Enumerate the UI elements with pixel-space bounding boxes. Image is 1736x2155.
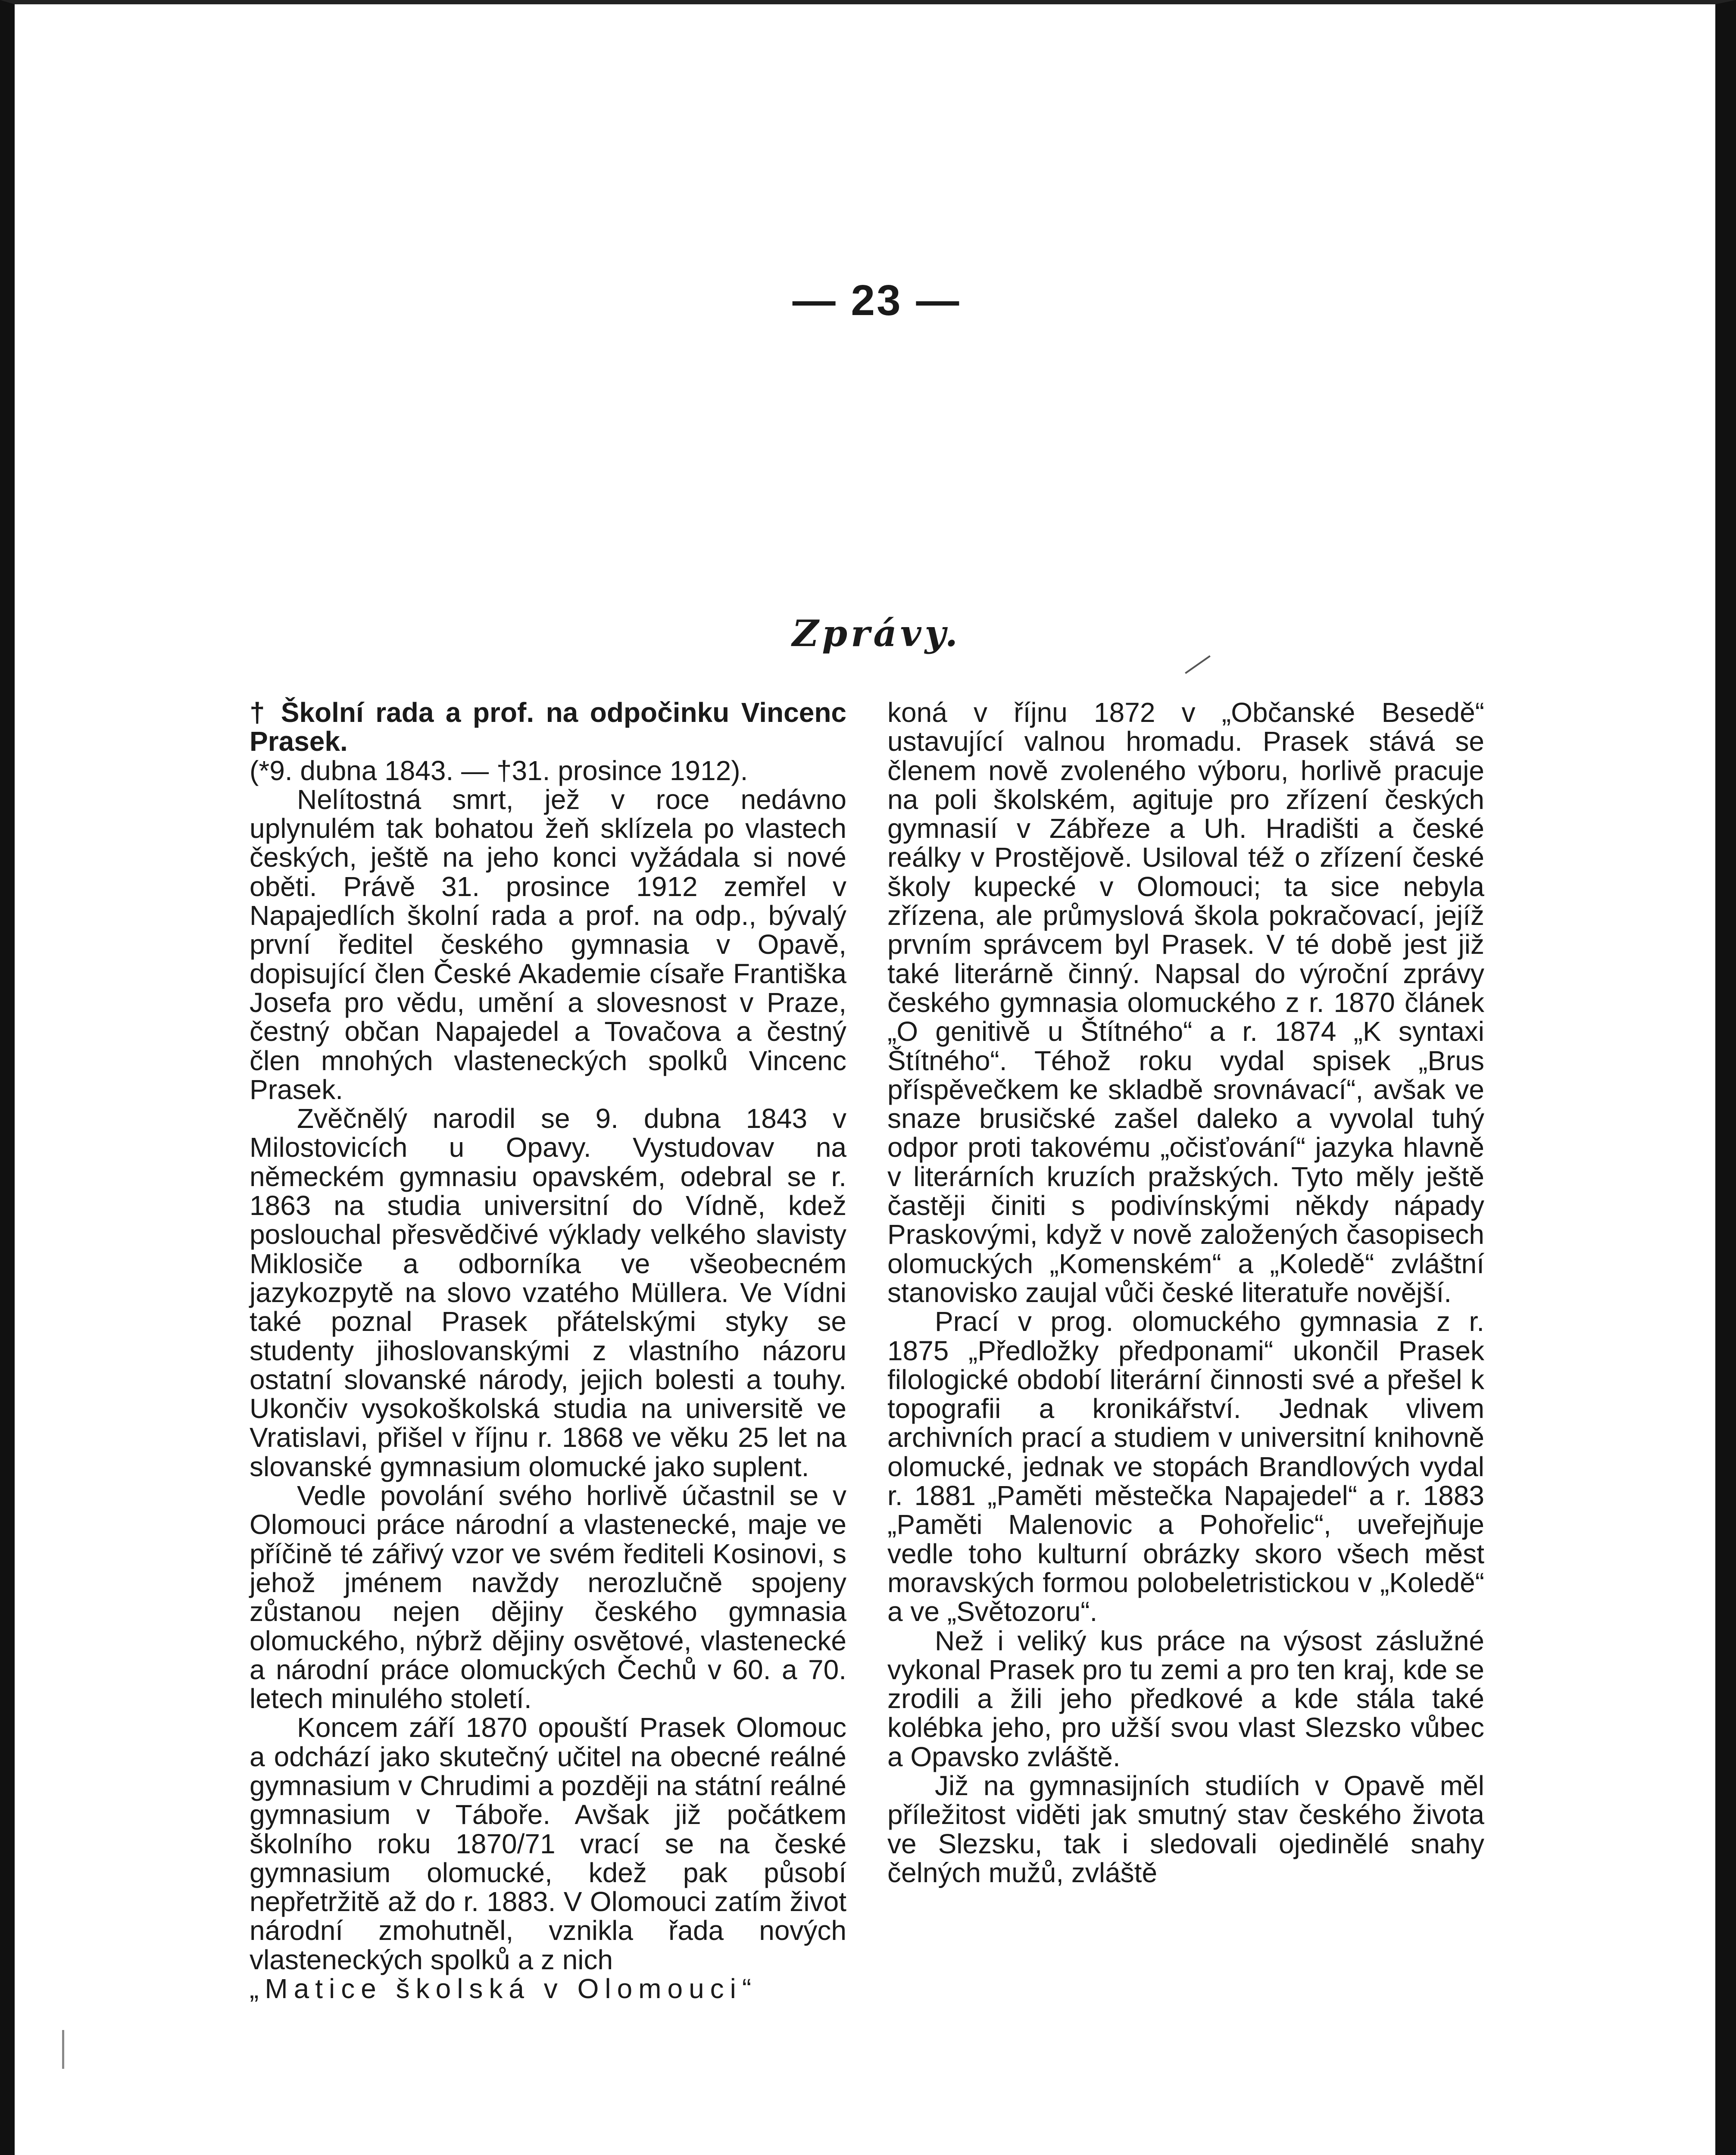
paragraph-final-line: „Matice školská v Olomouci“: [250, 1973, 758, 2005]
paragraph: Koncem září 1870 opouští Prasek Olomouc a odchází jako skutečný učitel na obecné reálné gymnasium v Chrudimi a později na státní reálné gymnasium v Táboře. Avšak již počátkem školního roku 1870/71 vrací se na české gymnasium olomucké, kdež pak působí nepřetržitě až do r. 1883. V Olomouci zatím život národní zmohutněl, vznikla řada nových vlasteneckých spolků a z nich: [250, 1712, 846, 1975]
article-dates: (*9. dubna 1843. — †31. prosince 1912).: [250, 755, 748, 786]
heading-ornament: [1185, 655, 1211, 674]
page-number: — 23 —: [792, 276, 961, 325]
section-heading: Zprávy.: [792, 612, 961, 655]
paragraph: koná v říjnu 1872 v „Občanské Besedě“ ustavující valnou hromadu. Prasek stává se členem nově zvoleného výboru, horlivě pracuje na poli školském, agituje pro zřízení českých gymnasií v Zábřeze a Uh. Hradišti a české reálky v Prostějově. Usiloval též o zřízení české školy kupecké v Olomouci; ta sice nebyla zřízena, ale průmyslová škola pokračovací, jejíž prvním správcem byl Prasek. V té době jest již také literárně činný. Napsal do výroční zprávy českého gymnasia olomuckého z r. 1870 článek „O genitivě u Štítného“ a r. 1874 „K syntaxi Štítného“. Téhož roku vydal spisek „Brus příspěvečkem ke skladbě srovnávací“, avšak ve snaze brusičské zašel daleko a vyvolal tuhý odpor proti takovému „očisťování“ jazyka hlavně v literárních kruzích pražských. Tyto měly ještě častěji činiti s podivínskými někdy nápady Praskovými, když v nově založených časopisech olomuckých „Komenském“ a „Koledě“ zvláštní stanovisko zaujal vůči české literatuře novější.: [887, 697, 1484, 1308]
paragraph: Již na gymnasijních studiích v Opavě měl příležitost viděti jak smutný stav českého života ve Slezsku, tak i sledovali ojedinělé snahy čelných mužů, zvláště: [887, 1770, 1484, 1888]
paragraph: Zvěčnělý narodil se 9. dubna 1843 v Milostovicích u Opavy. Vystudovav na německém gymnasiu opavském, odebral se r. 1863 na studia universitní do Vídně, kdež poslouchal přesvědčivé výklady velkého slavisty Miklosiče a odborníka ve všeobecném jazykozpytě na slovo vzatého Müllera. Ve Vídni také poznal Prasek přátelskými styky se studenty jihoslovanskými z vlastního názoru ostatní slovanské národy, jejich bolesti a touhy. Ukončiv vysokoškolská studia na universitě ve Vratislavi, přišel v říjnu r. 1868 ve věku 25 let na slovanské gymnasium olomucké jako suplent.: [250, 1103, 846, 1482]
left-column: [250, 698, 846, 2003]
margin-mark: [62, 2030, 64, 2069]
right-column: [887, 698, 1484, 1887]
paragraph: Prací v prog. olomuckého gymnasia z r. 1875 „Předložky předponami“ ukončil Prasek filologické období literární činnosti své a přešel k topografii a kronikářství. Jednak vlivem archivních prací a studiem v universitní knihovně olomucké, jednak ve stopách Brandlových vydal r. 1881 „Paměti městečka Napajedel“ a r. 1883 „Paměti Malenovic a Pohořelic“, uveřejňuje vedle toho kulturní obrázky skoro všech měst moravských formou polobeletristickou v „Koledě“ a ve „Světozoru“.: [887, 1306, 1484, 1627]
paragraph: Než i veliký kus práce na výsost záslužné vykonal Prasek pro tu zemi a pro ten kraj, kde se zrodili a žili jeho předkové a kde stála také kolébka jeho, pro užší svou vlast Slezsko vůbec a Opavsko zvláště.: [887, 1625, 1484, 1772]
paragraph: Nelítostná smrt, jež v roce nedávno uplynulém tak bohatou žeň sklízela po vlastech českých, ještě na jeho konci vyžádala si nové oběti. Právě 31. prosince 1912 zemřel v Napajedlích školní rada a prof. na odp., bývalý první ředitel českého gymnasia v Opavě, dopisující člen České Akademie císaře Františka Josefa pro vědu, umění a slovesnost v Praze, čestný občan Napajedel a Tovačova a čestný člen mnohých vlasteneckých spolků Vincenc Prasek.: [250, 784, 846, 1105]
paragraph: Vedle povolání svého horlivě účastnil se v Olomouci práce národní a vlastenecké, maje ve příčině té zářivý vzor ve svém řediteli Kosinovi, s jehož jménem navždy nerozlučně spojeny zůstanou nejen dějiny českého gymnasia olomuckého, nýbrž dějiny osvětové, vlastenecké a národní práce olomuckých Čechů v 60. a 70. letech minulého století.: [250, 1480, 846, 1715]
article-title: † Školní rada a prof. na odpočinku Vincenc Prasek.: [250, 697, 846, 757]
